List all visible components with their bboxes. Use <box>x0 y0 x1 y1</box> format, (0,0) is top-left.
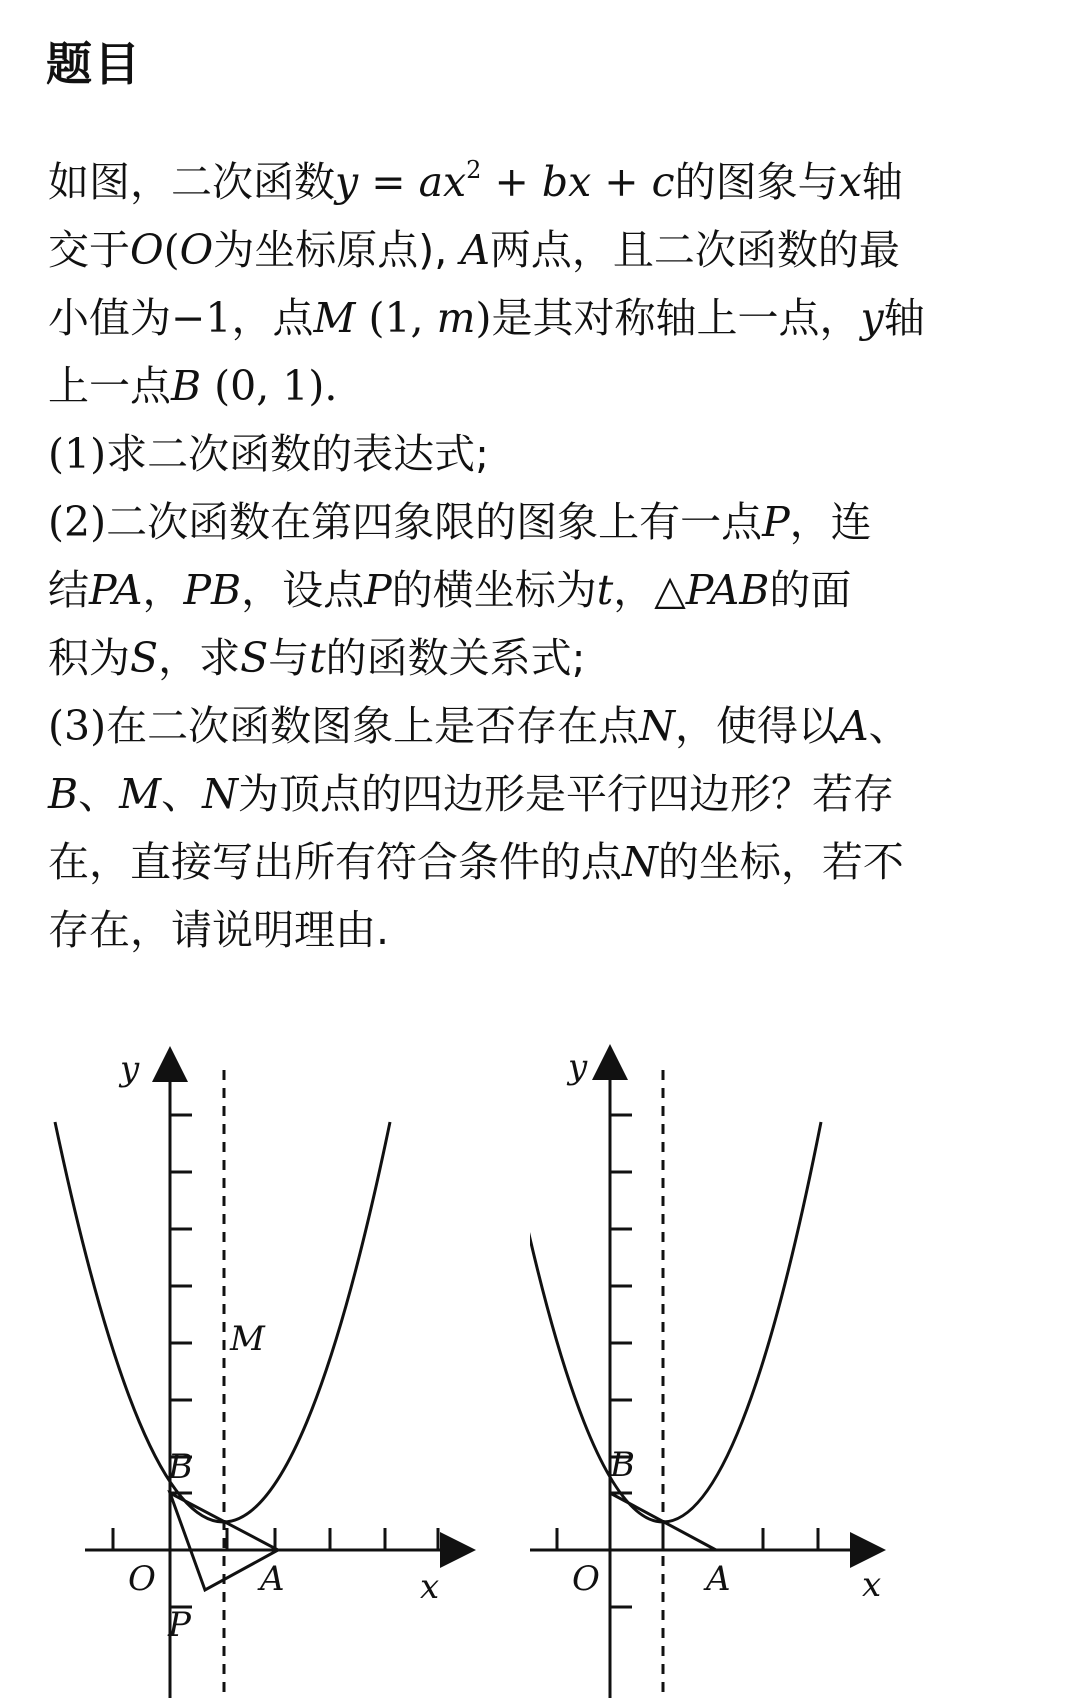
text: 的面 <box>769 566 852 614</box>
math: PAB <box>685 566 770 614</box>
text: 在，直接写出所有符合条件的点 <box>48 838 622 886</box>
text: 是其对称轴上一点， <box>491 294 861 342</box>
figure-2 <box>530 1020 1010 1706</box>
problem-line-5 <box>48 420 1038 488</box>
text: 存在，请说明理由. <box>48 906 390 954</box>
text: 、 <box>868 702 910 750</box>
math: PA <box>89 566 143 614</box>
problem-line-8 <box>48 624 1038 692</box>
math: −1 <box>171 294 232 342</box>
text: 为坐标原点), <box>213 226 461 274</box>
text: ，求 <box>158 634 241 682</box>
text: 二次函数在第四象限的图象上有一点 <box>106 498 763 546</box>
math: S <box>240 634 269 682</box>
text: 结 <box>48 566 89 614</box>
text: 在二次函数图象上是否存在点 <box>106 702 640 750</box>
origin-label: O <box>572 1559 600 1599</box>
text: ，设点 <box>241 566 365 614</box>
text: 求二次函数的表达式; <box>106 430 489 478</box>
x-ticks <box>557 1528 818 1550</box>
text: 的函数关系式; <box>325 634 586 682</box>
math: (1) <box>48 430 107 478</box>
problem-line-4 <box>48 352 1038 420</box>
math: O <box>130 226 164 274</box>
math: B <box>171 362 202 410</box>
parabola <box>530 1122 821 1522</box>
y-label: y <box>568 1047 588 1087</box>
point-B-label: B <box>168 1447 193 1487</box>
x-label: x <box>420 1567 440 1607</box>
text: 如图，二次函数 <box>48 158 335 206</box>
math: (0, 1). <box>201 362 338 410</box>
problem-line-3 <box>48 284 1038 352</box>
math: A <box>460 226 490 274</box>
math: N <box>639 702 675 750</box>
text: 上一点 <box>48 362 171 410</box>
text: ，使得以 <box>674 702 839 750</box>
figure-1 <box>40 1020 540 1706</box>
math: N <box>622 838 658 886</box>
exponent: 2 <box>466 156 482 184</box>
text: 与 <box>268 634 310 682</box>
point-A-label: A <box>260 1559 285 1599</box>
text: 的坐标，若不 <box>657 838 904 886</box>
problem-text <box>48 148 1038 964</box>
x-ticks <box>113 1528 438 1550</box>
text: 的横坐标为 <box>391 566 597 614</box>
math: ) <box>475 294 492 342</box>
point-A-label: A <box>706 1559 731 1599</box>
math: + bx + c <box>481 158 675 206</box>
math: (1, <box>355 294 437 342</box>
problem-line-11 <box>48 828 1038 896</box>
text: 轴 <box>883 294 925 342</box>
problem-line-1 <box>48 148 1038 216</box>
text: ，△ <box>613 566 686 614</box>
math: P <box>762 498 790 546</box>
math: A <box>838 702 869 750</box>
math: PB <box>183 566 242 614</box>
math: = ax <box>358 158 467 206</box>
math: M <box>313 294 356 342</box>
math: ( <box>163 226 180 274</box>
origin-label: O <box>128 1559 156 1599</box>
text: 的图象与 <box>674 158 839 206</box>
problem-line-10 <box>48 760 1038 828</box>
problem-line-7 <box>48 556 1038 624</box>
text: 交于 <box>48 226 130 274</box>
text: ，点 <box>231 294 314 342</box>
text: 、 <box>161 770 203 818</box>
text: ， <box>142 566 184 614</box>
figures <box>0 1020 1080 1706</box>
math: P <box>364 566 392 614</box>
math: x <box>838 158 862 206</box>
text: 、 <box>78 770 120 818</box>
text: 为顶点的四边形是平行四边形？若存 <box>238 770 894 818</box>
math: y <box>860 294 884 342</box>
math: N <box>202 770 238 818</box>
math: t <box>596 566 614 614</box>
math: B <box>48 770 79 818</box>
problem-line-12 <box>48 896 1038 964</box>
text: 两点，且二次函数的最 <box>489 226 900 274</box>
math: O <box>179 226 214 274</box>
math: S <box>130 634 159 682</box>
text: 小值为 <box>48 294 171 342</box>
math: m <box>436 294 476 342</box>
text: 轴 <box>861 158 903 206</box>
text: 积为 <box>48 634 130 682</box>
y-label: y <box>120 1049 140 1089</box>
point-P-label: P <box>168 1605 191 1645</box>
point-B-label: B <box>610 1445 635 1485</box>
problem-line-2 <box>48 216 1038 284</box>
math: y <box>335 158 359 206</box>
math: (2) <box>48 498 107 546</box>
math: t <box>309 634 326 682</box>
y-ticks <box>610 1115 632 1607</box>
point-M-label: M <box>230 1319 265 1359</box>
math: (3) <box>48 702 107 750</box>
math: M <box>119 770 162 818</box>
problem-line-9 <box>48 692 1038 760</box>
x-label: x <box>862 1565 882 1605</box>
problem-line-6 <box>48 488 1038 556</box>
heading: 题目 <box>46 37 142 91</box>
text: ，连 <box>789 498 872 546</box>
y-ticks <box>170 1115 192 1607</box>
